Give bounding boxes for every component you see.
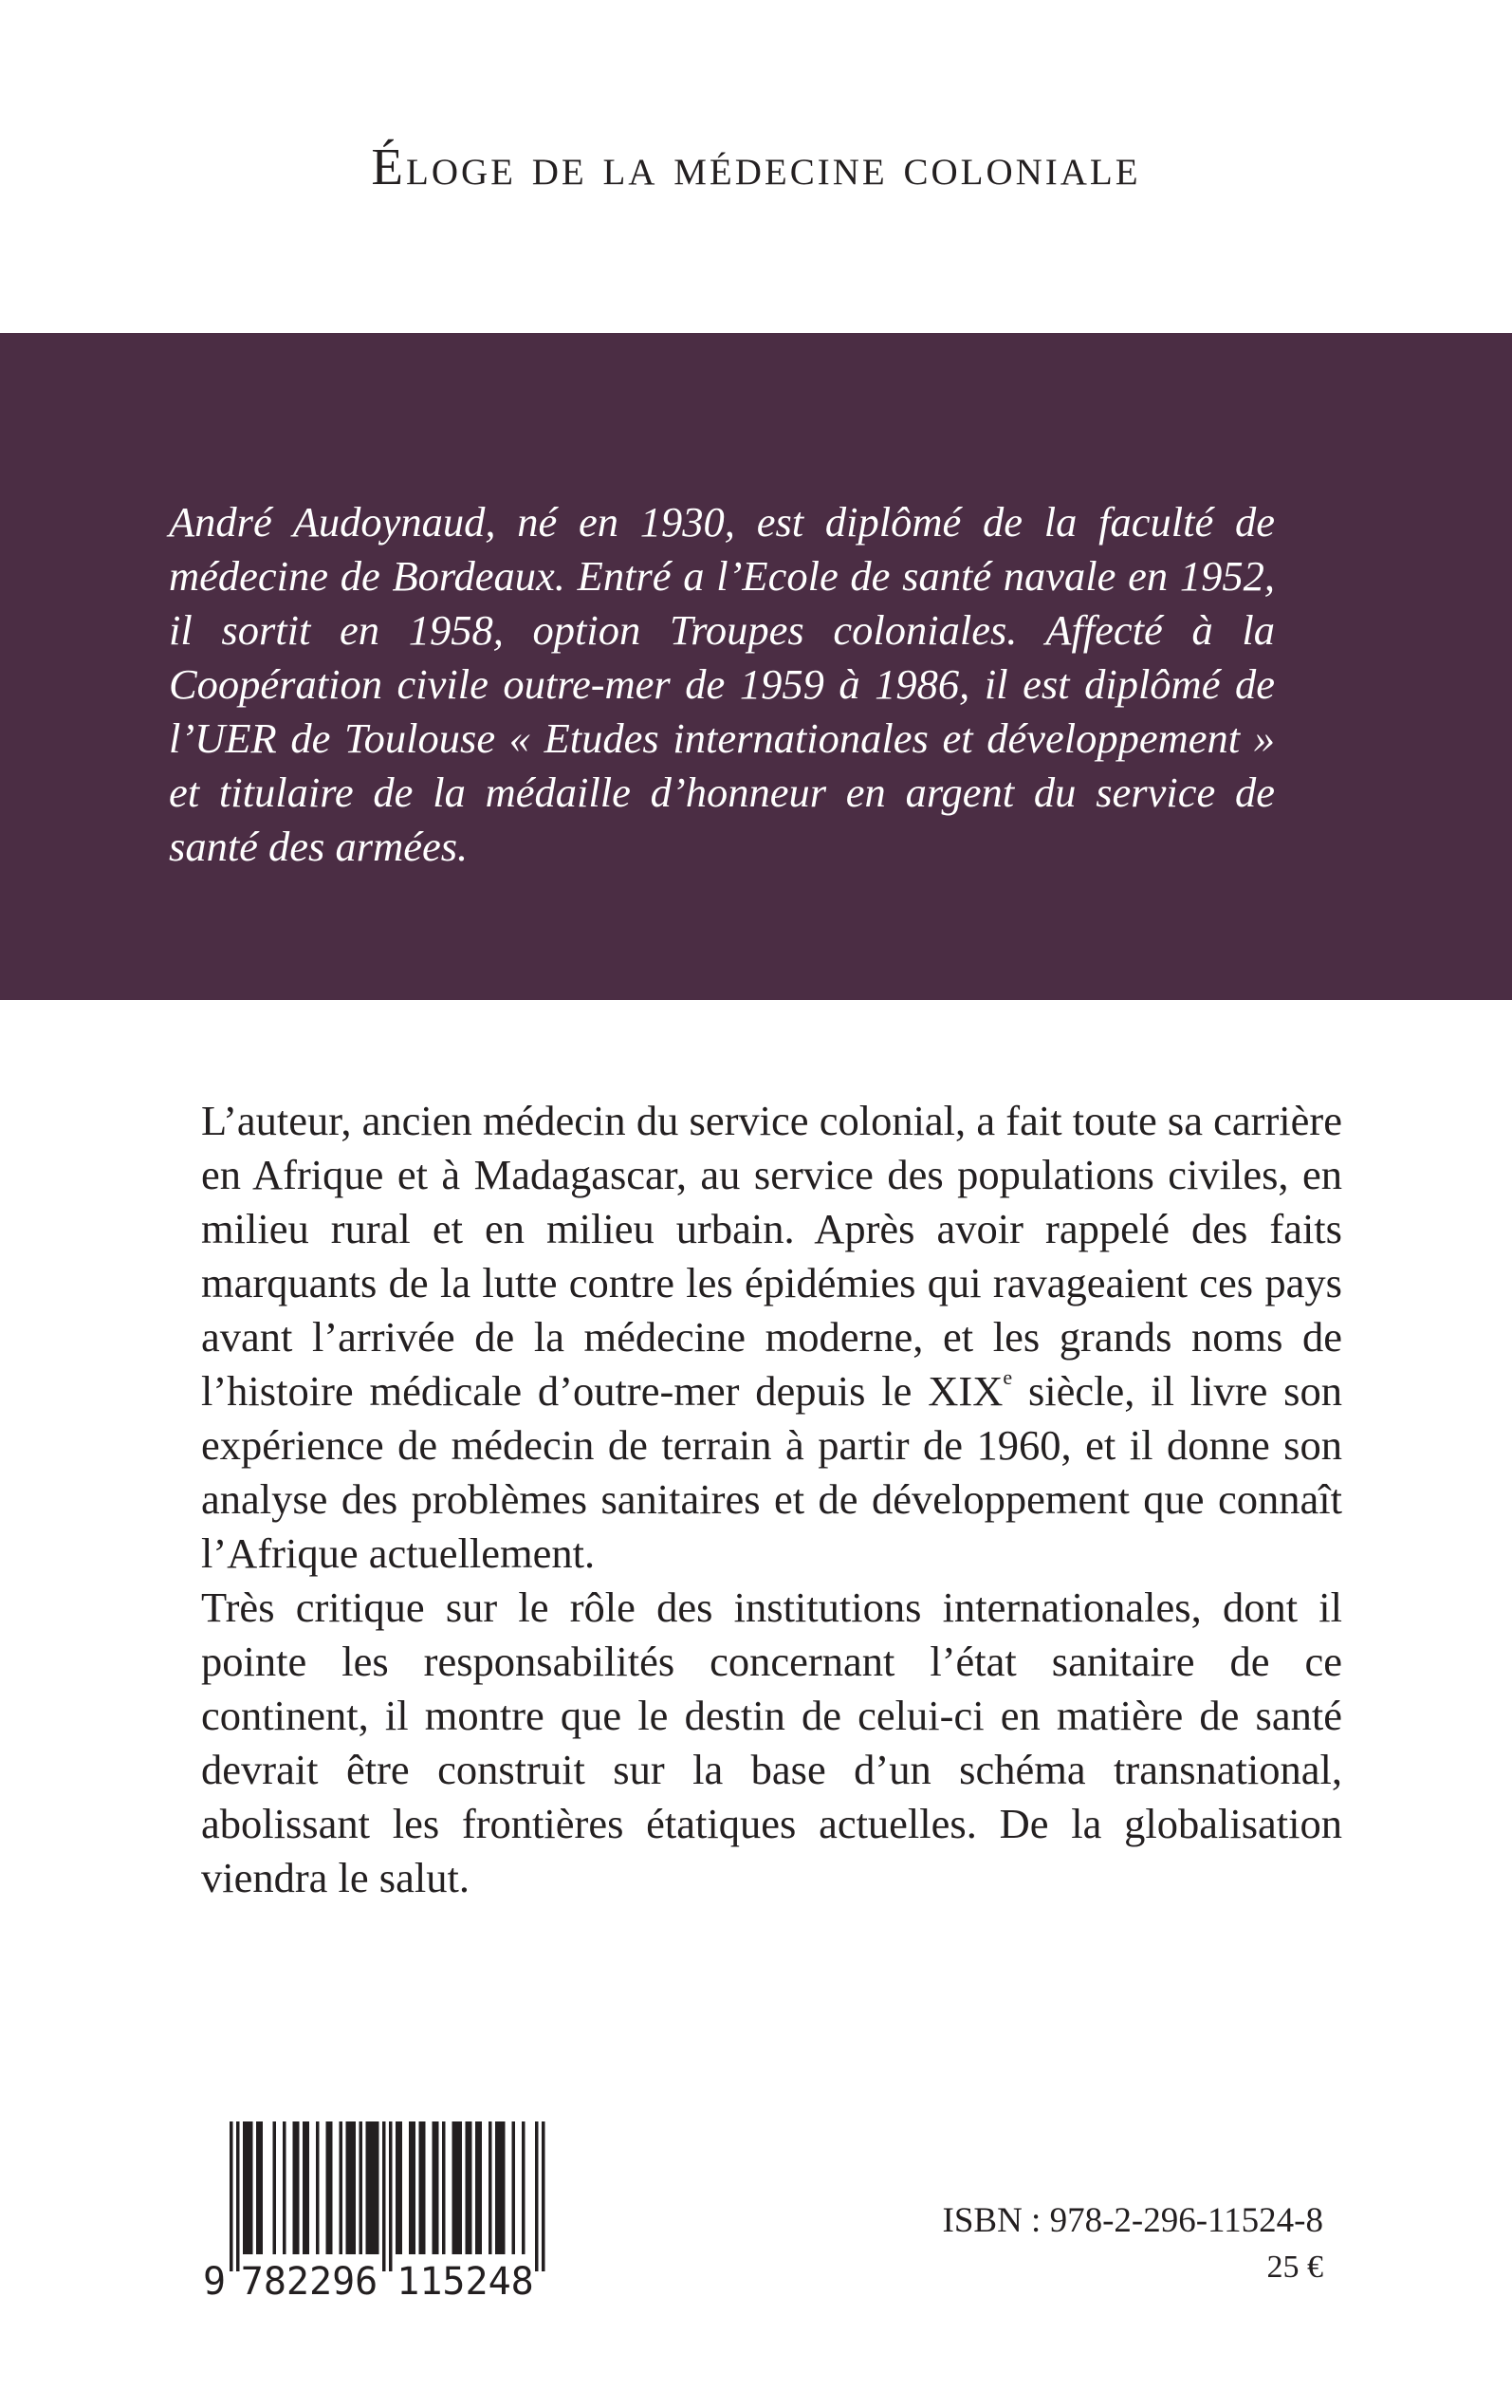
barcode-bar — [466, 2121, 470, 2254]
barcode-bar — [422, 2121, 426, 2254]
barcode-bar — [369, 2121, 373, 2254]
description-superscript: e — [1003, 1365, 1013, 1389]
barcode-bar — [455, 2121, 459, 2254]
barcode-bar — [296, 2121, 300, 2254]
barcode-digits: 9 — [202, 2260, 227, 2302]
barcode-bar — [459, 2121, 463, 2254]
barcode-bar — [353, 2121, 357, 2254]
description-part-2: siècle, il livre son expérience de médecin de terrain à partir de 1960, et il donne son analyse des problèmes sanitaires et de développement que connaît l’Afrique actuellement. — [201, 1367, 1343, 1577]
barcode-bar — [306, 2121, 310, 2254]
barcode-bar — [452, 2121, 456, 2254]
barcode-bar — [399, 2121, 403, 2254]
barcode-bar — [303, 2121, 306, 2254]
barcode-bar — [495, 2121, 499, 2254]
barcode-bar — [435, 2121, 439, 2254]
barcode-bar — [469, 2121, 472, 2254]
barcode-bar — [349, 2121, 353, 2254]
book-title: Éloge de la médecine coloniale — [371, 138, 1141, 195]
barcode-bar — [396, 2121, 399, 2254]
barcode-bar — [243, 2121, 247, 2254]
barcode-bar — [283, 2121, 286, 2254]
barcode-bar — [522, 2121, 526, 2254]
barcode-bar — [499, 2121, 503, 2254]
barcode-bar — [409, 2121, 413, 2254]
barcode-bar — [479, 2121, 483, 2254]
author-bio: André Audoynaud, né en 1930, est diplômé de la faculté de médecine de Bordeaux. Entré a l’Ecole de santé navale en 1952, il sortit en 1958, option Troupes coloniales. Affecté à la Coopération civile outre-mer de 1959 à 1986, il est diplômé de l’UER de Toulouse « Etudes internationales et développement » et titulaire de la médaille d’honneur en argent du service de santé des armées. — [169, 498, 1275, 870]
description-paragraph-2: Très critique sur le rôle des institutions internationales, dont il pointe les responsabilités concernant l’état sanitaire de ce continent, il montre que le destin de celui-ci en matière de santé devrait être construit sur la base d’un schéma transnational, abolissant les frontières étatiques actuelles. De la globalisation viendra le salut. — [201, 1584, 1342, 1901]
barcode-bar — [542, 2121, 545, 2271]
barcode-bar — [442, 2121, 446, 2254]
barcode-bar — [346, 2121, 350, 2254]
price: 25 € — [1266, 2250, 1323, 2285]
barcode-bar — [512, 2121, 516, 2254]
barcode-bar — [535, 2121, 539, 2271]
barcode-bar — [366, 2121, 370, 2254]
barcode-bar — [489, 2121, 492, 2254]
barcode-bar — [340, 2121, 343, 2254]
barcode-bar — [230, 2121, 233, 2271]
barcode-bar — [256, 2121, 260, 2254]
barcode-bar — [326, 2121, 330, 2254]
barcode-bar — [329, 2121, 333, 2254]
barcode-bar — [419, 2121, 423, 2254]
barcode-bar — [373, 2121, 377, 2254]
barcode-digits: 782296 — [240, 2260, 378, 2302]
barcode-bar — [382, 2121, 386, 2271]
isbn-number: ISBN : 978-2-296-11524-8 — [942, 2201, 1323, 2240]
barcode-bar — [247, 2121, 250, 2254]
barcode-icon — [201, 2121, 590, 2302]
description-part-1: L’auteur, ancien médecin du service colonial, a fait toute sa carrière en Afrique et à Madagascar, au service des populations civiles, en milieu rural et en milieu urbain. Après avoir rappelé des faits marquants de la lutte contre les épidémies qui ravageaient ces pays avant l’arrivée de la médecine moderne, et les grands noms de l’histoire médicale d’outre-mer depuis le XIX — [201, 1097, 1342, 1415]
barcode-bar — [316, 2121, 320, 2254]
barcode-bar — [249, 2121, 253, 2254]
barcode-bar — [236, 2121, 240, 2271]
book-description — [201, 1094, 1342, 1905]
barcode-bar — [360, 2121, 363, 2254]
barcode-bar — [293, 2121, 297, 2254]
barcode-digits: 115248 — [396, 2260, 534, 2302]
barcode-bar — [433, 2121, 436, 2254]
barcode-bar — [260, 2121, 264, 2254]
barcode-bar — [502, 2121, 506, 2254]
barcode-bar — [389, 2121, 393, 2271]
barcode-bar — [376, 2121, 379, 2254]
barcode-bar — [413, 2121, 416, 2254]
barcode-bar — [475, 2121, 479, 2254]
isbn-barcode — [201, 2121, 590, 2302]
barcode-bar — [273, 2121, 277, 2254]
